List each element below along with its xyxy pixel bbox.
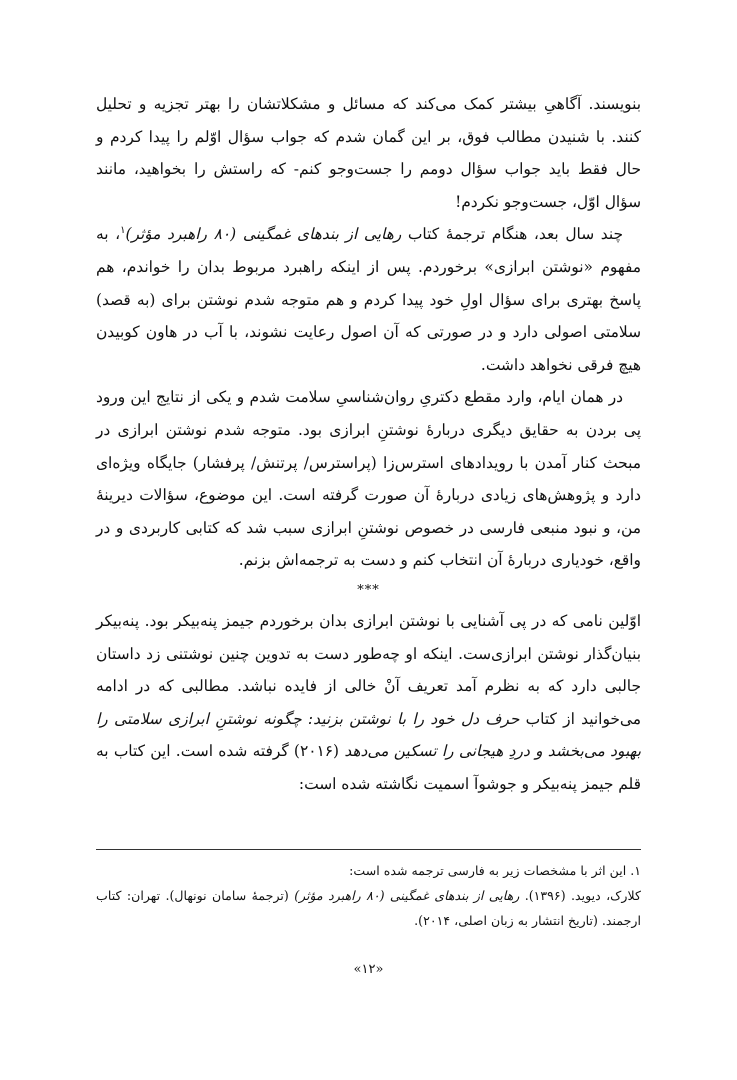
footnote-citation (96, 883, 641, 933)
paragraph-4-end: (۲۰۱۶) گرفته شده است. این کتاب به قلم جیمز پنه‌بیکر و جوشوآ اسمیت نگاشته شده است: (96, 742, 641, 793)
citation-title-italic: رهایی از بندهای غمگینی (۸۰ راهبرد مؤثر) (294, 888, 520, 903)
citation-end: (ترجمهٔ سامان نونهال). تهران: کتاب ارجمند. (تاریخ انتشار به زبان اصلی، ۲۰۱۴). (96, 888, 641, 928)
book-title-italic-2: حرف دل خود را با نوشتن بزنید: چگونه نوشتنِ ابرازی سلامتی را بهبود می‌بخشد و دردِ هیجانی را تسکین می‌دهد (96, 709, 641, 761)
citation-start: کلارک، دیوید. (۱۳۹۶). (519, 888, 641, 903)
footnotes (96, 858, 641, 933)
book-title-italic: رهایی از بندهای غمگینی (۸۰ راهبرد مؤثر) (125, 225, 402, 244)
paragraph-2 (96, 218, 641, 381)
paragraph-2-end: ، به مفهوم «نوشتن ابرازی» برخوردم. پس از اینکه راهبرد مربوط بدان را خواندم، هم پاسخ بهتری برای سؤال اولِ خود پیدا کردم و هم متوجه شدم نوشتن برای (به قصد) سلامتی اصولی دارد و در صورتی که آن اصول رعایت نشوند، با آب در هاون کوبیدن هیچ فرقی نخواهد داشت. (96, 225, 641, 374)
main-text (96, 88, 641, 800)
paragraph-1: بنویسند. آگاهیِ بیشتر کمک می‌کند که مسائل و مشکلاتشان را بهتر تجزیه و تحلیل کنند. با شنیدن مطالب فوق، بر این گمان شدم که جواب سؤال اوّلم را پیدا کردم و حال فقط باید جواب سؤال دومم را جست‌وجو کنم- که راستش را بخواهید، مانند سؤال اوّل، جست‌وجو نکردم! (96, 95, 641, 211)
paragraph-4-start: اوّلین نامی که در پی آشنایی با نوشتن ابرازی بدان برخوردم جیمز پنه‌بیکر بود. پنه‌بیکر بنیان‌گذار نوشتن ابرازی‌ست. اینکه او چه‌طور دست به تدوین چنین نوشتنی زد داستان جالبی دارد که به نظرم آمد تعریف آنْ خالی از فایده نباشد. مطالبی که در ادامه می‌خوانید از کتاب (96, 611, 641, 728)
footnote-divider (96, 849, 641, 850)
section-separator: *** (357, 582, 380, 598)
paragraph-3: در همان ایام، وارد مقطع دکتریِ روان‌شناسیِ سلامت شدم و یکی از نتایج این ورود پی بردن به حقایق دیگری دربارهٔ نوشتنِ ابرازی بود. متوجه شدم نوشتن ابرازی در مبحث کنار آمدن با رویدادهای استرس‌زا (پراسترس/ پرتنش/ پرفشار) جایگاه ویژه‌ای دارد و پژوهش‌های زیادی دربارهٔ آن صورت گرفته است. این موضوع، سؤالات دیرینهٔ من، و نبود منبعی فارسی در خصوص نوشتنِ ابرازی سبب شد که کتابی کاربردی و در واقع، خودیاری دربارهٔ آن انتخاب کنم و دست به ترجمه‌اش بزنم. (96, 388, 641, 570)
paragraph-4 (96, 605, 641, 801)
paragraph-2-start: چند سال بعد، هنگام ترجمهٔ کتاب (401, 225, 623, 244)
footnote-ref: ۱ (120, 225, 126, 237)
page-number: «۱۲» (353, 962, 384, 977)
footnote-1: ۱. این اثر با مشخصات زیر به فارسی ترجمه شده است: (349, 863, 641, 878)
